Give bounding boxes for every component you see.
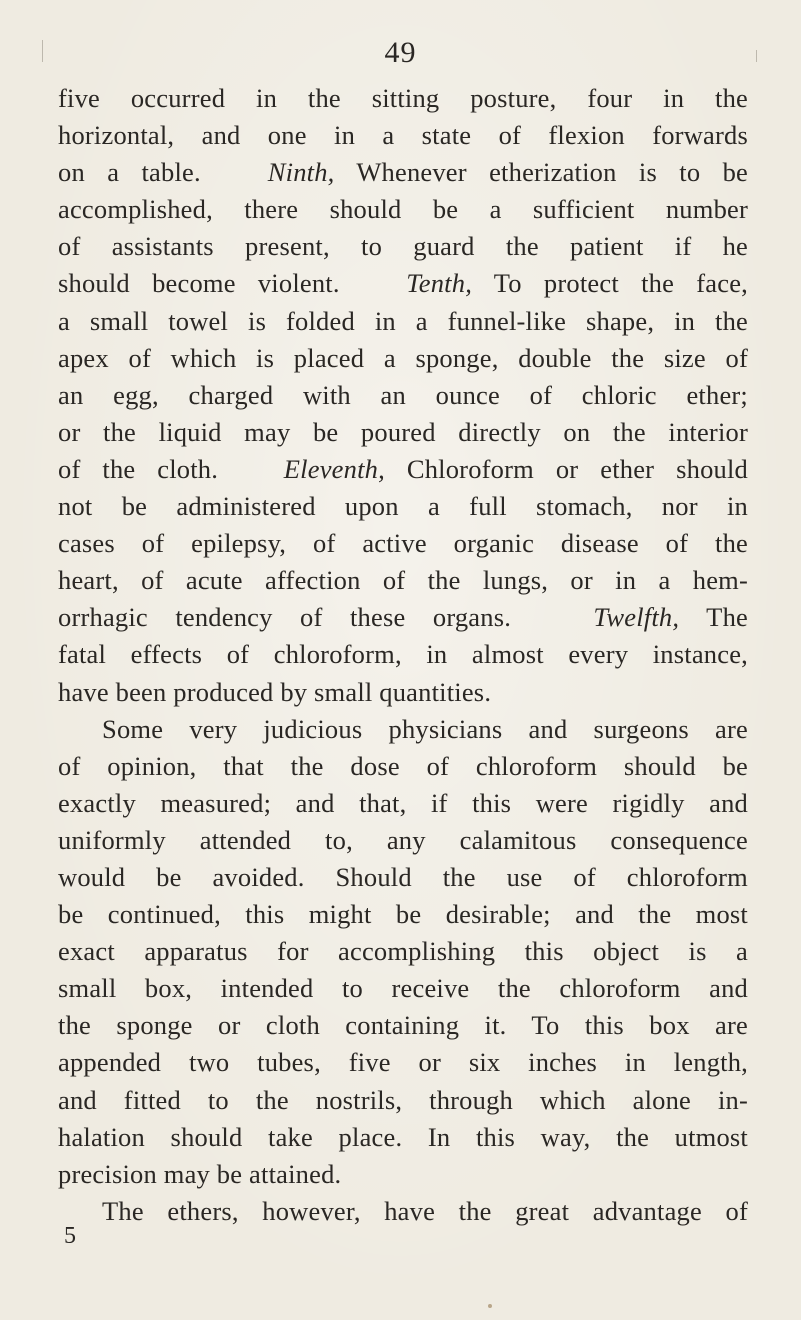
text-line: of opinion, that the dose of chloroform should be [58,750,748,781]
ninth-label: Ninth, [267,157,335,188]
text-line: of assistants present, to guard the patient if he [58,231,748,262]
text-line: have been produced by small quantities. [58,676,492,707]
text-line: apex of which is placed a sponge, double the size of [58,342,748,373]
text-line: exact apparatus for accomplishing this object is a [58,936,748,967]
text-line: cases of epilepsy, of active organic disease of the [58,528,748,559]
text-line: orrhagic tendency of these organs. Twelfth, The [58,602,748,633]
text-line: would be avoided. Should the use of chloroform [58,861,748,892]
tenth-label: Tenth, [406,268,473,299]
page-number: 49 [384,36,417,69]
text-line: five occurred in the sitting posture, four in the [58,83,748,113]
text-line: uniformly attended to, any calamitous consequence [58,824,748,855]
text-line: horizontal, and one in a state of flexion forwards [58,120,748,151]
text-line: and fitted to the nostrils, through which alone in- [58,1084,748,1115]
paper-speck [488,1304,492,1308]
text-line: the sponge or cloth containing it. To this box are [58,1010,748,1041]
text-line: a small towel is folded in a funnel-like shape, in the [58,305,748,336]
body-text [58,80,748,1230]
text-line: halation should take place. In this way, the utmost [58,1121,748,1152]
eleventh-label: Eleventh, [283,453,385,484]
text-line: not be administered upon a full stomach, nor in [58,491,748,522]
text-line: or the liquid may be poured directly on the interior [58,416,748,447]
signature-mark: 5 [64,1223,76,1249]
text-line: on a table. Ninth, Whenever etherization is to be [58,157,748,188]
text-line: Some very judicious physicians and surgeons are [102,713,748,744]
text-line: small box, intended to receive the chloroform and [58,973,748,1004]
text-line: fatal effects of chloroform, in almost every instance, [58,639,748,670]
text-line: accomplished, there should be a sufficient number [58,194,748,225]
text-line: appended two tubes, five or six inches in length, [58,1047,748,1078]
text-line: heart, of acute affection of the lungs, or in a hem- [58,565,748,596]
text-line: exactly measured; and that, if this were rigidly and [58,787,748,818]
text-line: an egg, charged with an ounce of chloric ether; [58,379,748,410]
text-line: The ethers, however, have the great advantage of [102,1195,748,1226]
text-line: be continued, this might be desirable; and the most [58,899,748,930]
text-line: of the cloth. Eleventh, Chloroform or ether should [58,453,748,484]
twelfth-label: Twelfth, [593,602,680,633]
text-line: precision may be attained. [58,1158,342,1189]
text-line: should become violent. Tenth, To protect the face, [58,268,748,299]
